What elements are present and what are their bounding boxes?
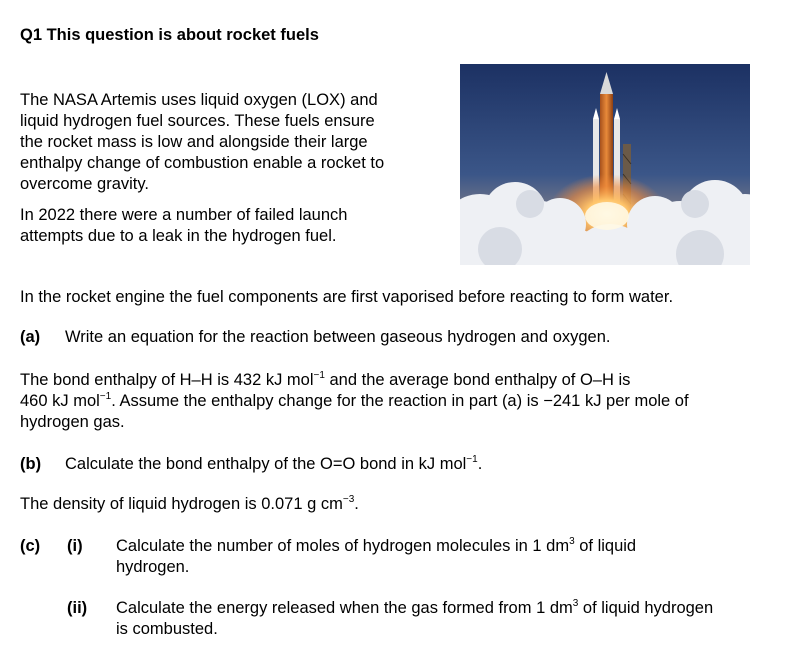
part-c-i-label-text: (i): [67, 537, 83, 555]
bond-info-line-3: hydrogen gas.: [20, 413, 125, 431]
intro-paragraph-2: In 2022 there were a number of failed launch attempts due to a leak in the hydrogen fuel.: [20, 206, 348, 245]
part-b-label: (b): [20, 455, 42, 473]
density-text: The density of liquid hydrogen is 0.071 g cm: [20, 495, 343, 513]
part-c-i-sup: 3: [569, 535, 575, 547]
bond-info-text-1b: and the average bond enthalpy of O–H is: [324, 371, 631, 389]
bond-info-text-2a: 460 kJ mol: [20, 392, 100, 410]
intro-paragraph-1: The NASA Artemis uses liquid oxygen (LOX) and liquid hydrogen fuel sources. These fuels ensure the rocket mass is low and alongside their large enthalpy change of combustion enable a rocket to overcome gravity.: [20, 91, 385, 193]
part-c-label: (c): [20, 537, 41, 555]
bond-info-text-2b: . Assume the enthalpy change for the reaction in part (a) is −241 kJ per mole of: [111, 392, 689, 410]
part-c-ii-text-1a: Calculate the energy released when the gas formed from 1 dm: [116, 599, 573, 617]
part-c-ii-text: [116, 598, 796, 640]
part-c-ii-text-1b: of liquid hydrogen: [578, 599, 714, 617]
part-c-i-line-2: hydrogen.: [116, 558, 190, 576]
bond-info-text-1a: The bond enthalpy of H–H is 432 kJ mol: [20, 371, 314, 389]
part-a-label: (a): [20, 328, 41, 346]
part-c-ii-sup: 3: [572, 597, 579, 609]
part-c-i: [20, 536, 65, 557]
bond-info-line-2: [20, 391, 780, 412]
bond-info-sup-2: −1: [99, 390, 112, 402]
part-a-text: Write an equation for the reaction between gaseous hydrogen and oxygen.: [65, 328, 611, 346]
rocket-launch-photo: [460, 64, 750, 265]
bond-info-line-1: [20, 370, 780, 391]
part-c-ii-label: [67, 598, 87, 619]
bond-enthalpy-info: [20, 370, 780, 433]
density-end: .: [354, 495, 359, 513]
part-b-end: .: [477, 455, 483, 473]
density-statement: [20, 494, 359, 515]
part-c-i-line-1: [116, 536, 776, 557]
bond-info-sup-1: −1: [313, 369, 325, 381]
part-c-ii-line-1: [116, 598, 796, 619]
density-sup: −3: [342, 493, 355, 505]
part-c-i-text-1a: Calculate the number of moles of hydrogen molecules in 1 dm: [116, 537, 570, 555]
part-a: [20, 327, 610, 348]
part-b-sup: −1: [466, 453, 478, 465]
part-b-text: Calculate the bond enthalpy of the O=O bond in kJ mol: [65, 455, 467, 473]
part-c-i-text: [116, 536, 776, 578]
question-title: Q1 This question is about rocket fuels: [20, 26, 319, 44]
vaporised-statement: In the rocket engine the fuel components are first vaporised before reacting to form water.: [20, 288, 674, 306]
rocket-illustration: [460, 64, 750, 265]
intro-text: [20, 90, 400, 247]
part-c-ii-label-text: (ii): [67, 599, 88, 617]
part-c-i-text-1b: of liquid: [574, 537, 637, 555]
part-c-i-label: [67, 536, 83, 557]
part-b: [20, 454, 482, 475]
part-c-ii-line-2: is combusted.: [116, 620, 218, 638]
